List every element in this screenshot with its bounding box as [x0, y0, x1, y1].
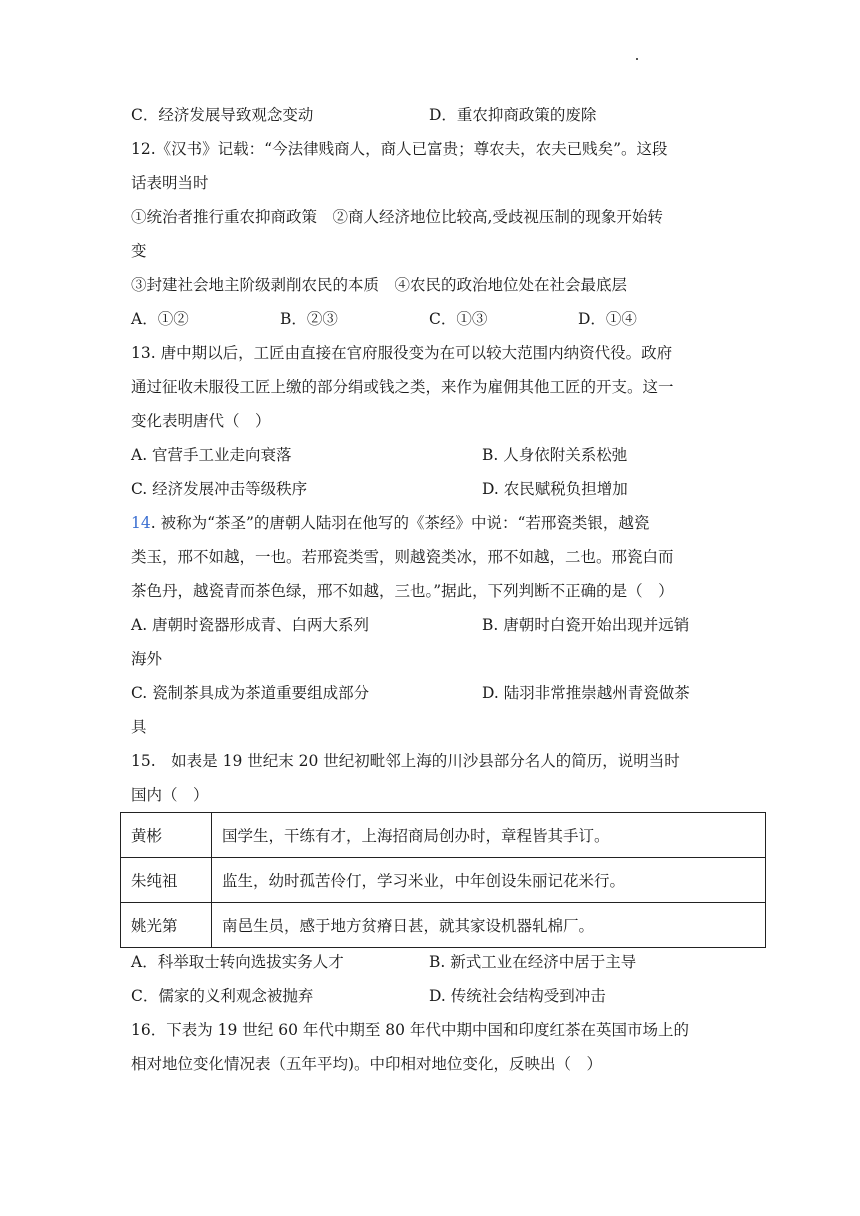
- q16-stem-line2: 相对地位变化情况表（五年平均)。中印相对地位变化，反映出（ ）: [131, 1055, 603, 1073]
- table-cell-name: 黄彬: [121, 813, 212, 858]
- q13-stem-line1: 13. 唐中期以后，工匠由直接在官府服役变为在可以较大范围内纳资代役。政府: [131, 344, 673, 362]
- q15-stem-line2: 国内（ ）: [131, 786, 209, 804]
- q13-stem-line3: 变化表明唐代（ ）: [131, 412, 271, 430]
- table-cell-name: 姚光第: [121, 903, 212, 948]
- q12-option-c: C．①③: [429, 310, 488, 328]
- q12-stem-line1: 12.《汉书》记载：“今法律贱商人，商人已富贵；尊农夫，农夫已贱矣”。这段: [131, 140, 668, 158]
- q14-number: 14: [131, 514, 151, 532]
- q15-option-d: D. 传统社会结构受到冲击: [429, 987, 606, 1005]
- q14-stem-line3: 茶色丹，越瓷青而茶色绿，邢不如越，三也。”据此，下列判断不正确的是（ ）: [131, 582, 674, 600]
- q12-items-line1: ①统治者推行重农抑商政策 ②商人经济地位比较高,受歧视压制的现象开始转: [131, 208, 663, 226]
- q14-option-a: A. 唐朝时瓷器形成青、白两大系列: [131, 616, 370, 634]
- q13-stem-line2: 通过征收未服役工匠上缴的部分绢或钱之类，来作为雇佣其他工匠的开支。这一: [131, 378, 674, 396]
- q16-stem-line1: 16．下表为 19 世纪 60 年代中期至 80 年代中期中国和印度红茶在英国市场上的: [131, 1021, 689, 1039]
- q12-stem-line2: 话表明当时: [131, 174, 209, 192]
- q11-option-d: D．重农抑商政策的废除: [429, 106, 597, 124]
- q12-items-line3: ③封建社会地主阶级剥削农民的本质 ④农民的政治地位处在社会最底层: [131, 276, 628, 294]
- q15-stem-line1: 15. 如表是 19 世纪末 20 世纪初毗邻上海的川沙县部分名人的简历，说明当时: [131, 752, 680, 770]
- table-cell-name: 朱纯祖: [121, 858, 212, 903]
- table-cell-bio: 监生，幼时孤苦伶仃，学习米业，中年创设朱丽记花米行。: [212, 858, 766, 903]
- q13-option-a: A. 官营手工业走向衰落: [131, 446, 292, 464]
- table-row: [121, 903, 766, 948]
- q11-option-c: C．经济发展导致观念变动: [131, 106, 314, 124]
- q12-option-d: D．①④: [578, 310, 637, 328]
- q14-option-d: D. 陆羽非常推崇越州青瓷做茶: [482, 684, 690, 702]
- q12-items-line2: 变: [131, 242, 147, 260]
- q14-option-b-wrap: 海外: [131, 650, 163, 668]
- q13-option-c: C. 经济发展冲击等级秩序: [131, 480, 308, 498]
- page-dot-mark: [636, 58, 638, 60]
- q13-option-d: D. 农民赋税负担增加: [482, 480, 628, 498]
- q15-table: [120, 812, 766, 948]
- q14-stem-line2: 类玉，邢不如越，一也。若邢瓷类雪，则越瓷类冰，邢不如越，二也。邢瓷白而: [131, 548, 674, 566]
- table-cell-bio: 南邑生员，感于地方贫瘠日甚，就其家设机器轧棉厂。: [212, 903, 766, 948]
- table-row: [121, 813, 766, 858]
- q15-option-b: B. 新式工业在经济中居于主导: [429, 953, 637, 971]
- q14-stem-line1-text: . 被称为“茶圣”的唐朝人陆羽在他写的《茶经》中说：“若邢瓷类银，越瓷: [150, 514, 650, 532]
- q15-option-a: A．科举取士转向选拔实务人才: [131, 953, 344, 971]
- q14-option-d-wrap: 具: [131, 718, 147, 736]
- table-row: [121, 858, 766, 903]
- q12-option-b: B．②③: [280, 310, 338, 328]
- q12-option-a: A．①②: [131, 310, 189, 328]
- q13-option-b: B. 人身依附关系松弛: [482, 446, 628, 464]
- q14-option-b: B. 唐朝时白瓷开始出现并远销: [482, 616, 690, 634]
- table-cell-bio: 国学生，干练有才，上海招商局创办时，章程皆其手订。: [212, 813, 766, 858]
- q15-option-c: C．儒家的义利观念被抛弃: [131, 987, 314, 1005]
- q14-option-c: C. 瓷制茶具成为茶道重要组成部分: [131, 684, 370, 702]
- q14-stem-line1: [131, 512, 649, 534]
